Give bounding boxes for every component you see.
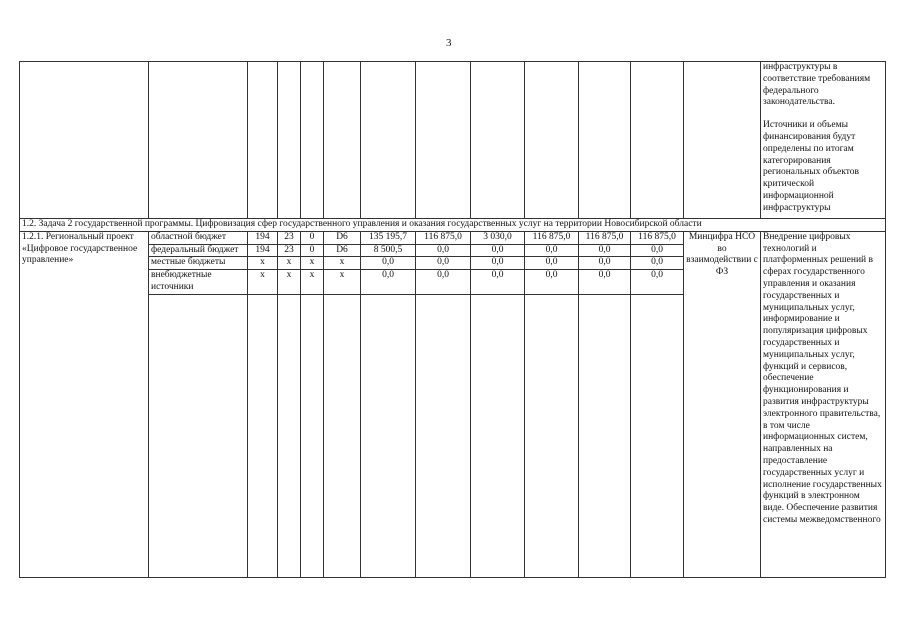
continued-row <box>20 62 886 219</box>
result-cell: Внедрение цифровых технологий и платформенных решений в сферах государственного управления и оказания государственных и муниципальных услуг, информирование и популяризация цифровых государственных и муниципальных услуг, функций и сервисов, обеспечение функционирования и развития инфраструктуры электронного правительства, в том числе информационных систем, направленных на предоставление государственных услуг и исполнение государственных функций в электронном виде. Обеспечение развития системы межведомственного <box>761 231 886 577</box>
notes-text: инфраструктуры в соответствие требованиям федерального законодательства. <box>763 62 871 108</box>
table-row: внебюджетные источники x x x x 0,0 0,0 0,0 0,0 0,0 0,0 <box>20 270 886 295</box>
page-number: 3 <box>446 37 452 49</box>
source-cell: местные бюджеты <box>149 257 248 270</box>
table-row: местные бюджеты x x x x 0,0 0,0 0,0 0,0 0,0 0,0 <box>20 257 886 270</box>
executor-cell: Минцифра НСО во взаимодействии с ФЗ <box>684 231 761 577</box>
notes-cell <box>761 62 886 219</box>
table-row: 1.2.1. Региональный проект «Цифровое государственное управление» областной бюджет 194 23 0 D6 135 195,7 116 875,0 3 030,0 116 875,0 116 875,0 116 875,0 Минцифра НСО во взаимодействии с ФЗ Внедрение цифровых технологий и платформенных решений в сферах государственного управления и оказания государственных и муниципальных услуг, информирование и популяризация цифровых государственных и муниципальных услуг, функций и сервисов, обеспечение функционирования и развития инфраструктуры электронного правительства, в том числе информационных систем, направленных на предоставление государственных услуг и исполнение государственных функций в электронном виде. Обеспечение развития системы межведомственного <box>20 231 886 244</box>
source-cell: областной бюджет <box>149 231 248 244</box>
task-heading: 1.2. Задача 2 государственной программы. Цифровизация сфер государственного управления и оказания государственных услуг на территории Новосибирской области <box>20 219 886 232</box>
financing-table <box>19 61 886 578</box>
task-heading-row <box>20 219 886 232</box>
table-row: федеральный бюджет 194 23 0 D6 8 500,5 0,0 0,0 0,0 0,0 0,0 <box>20 244 886 257</box>
source-cell: федеральный бюджет <box>149 244 248 257</box>
project-name: 1.2.1. Региональный проект «Цифровое государственное управление» <box>20 231 149 577</box>
source-cell: внебюджетные источники <box>149 270 248 295</box>
notes-text-2: Источники и объемы финансирования будут определены по итогам категорирования региональных объектов критической информационной инфраструктуры <box>763 120 859 213</box>
